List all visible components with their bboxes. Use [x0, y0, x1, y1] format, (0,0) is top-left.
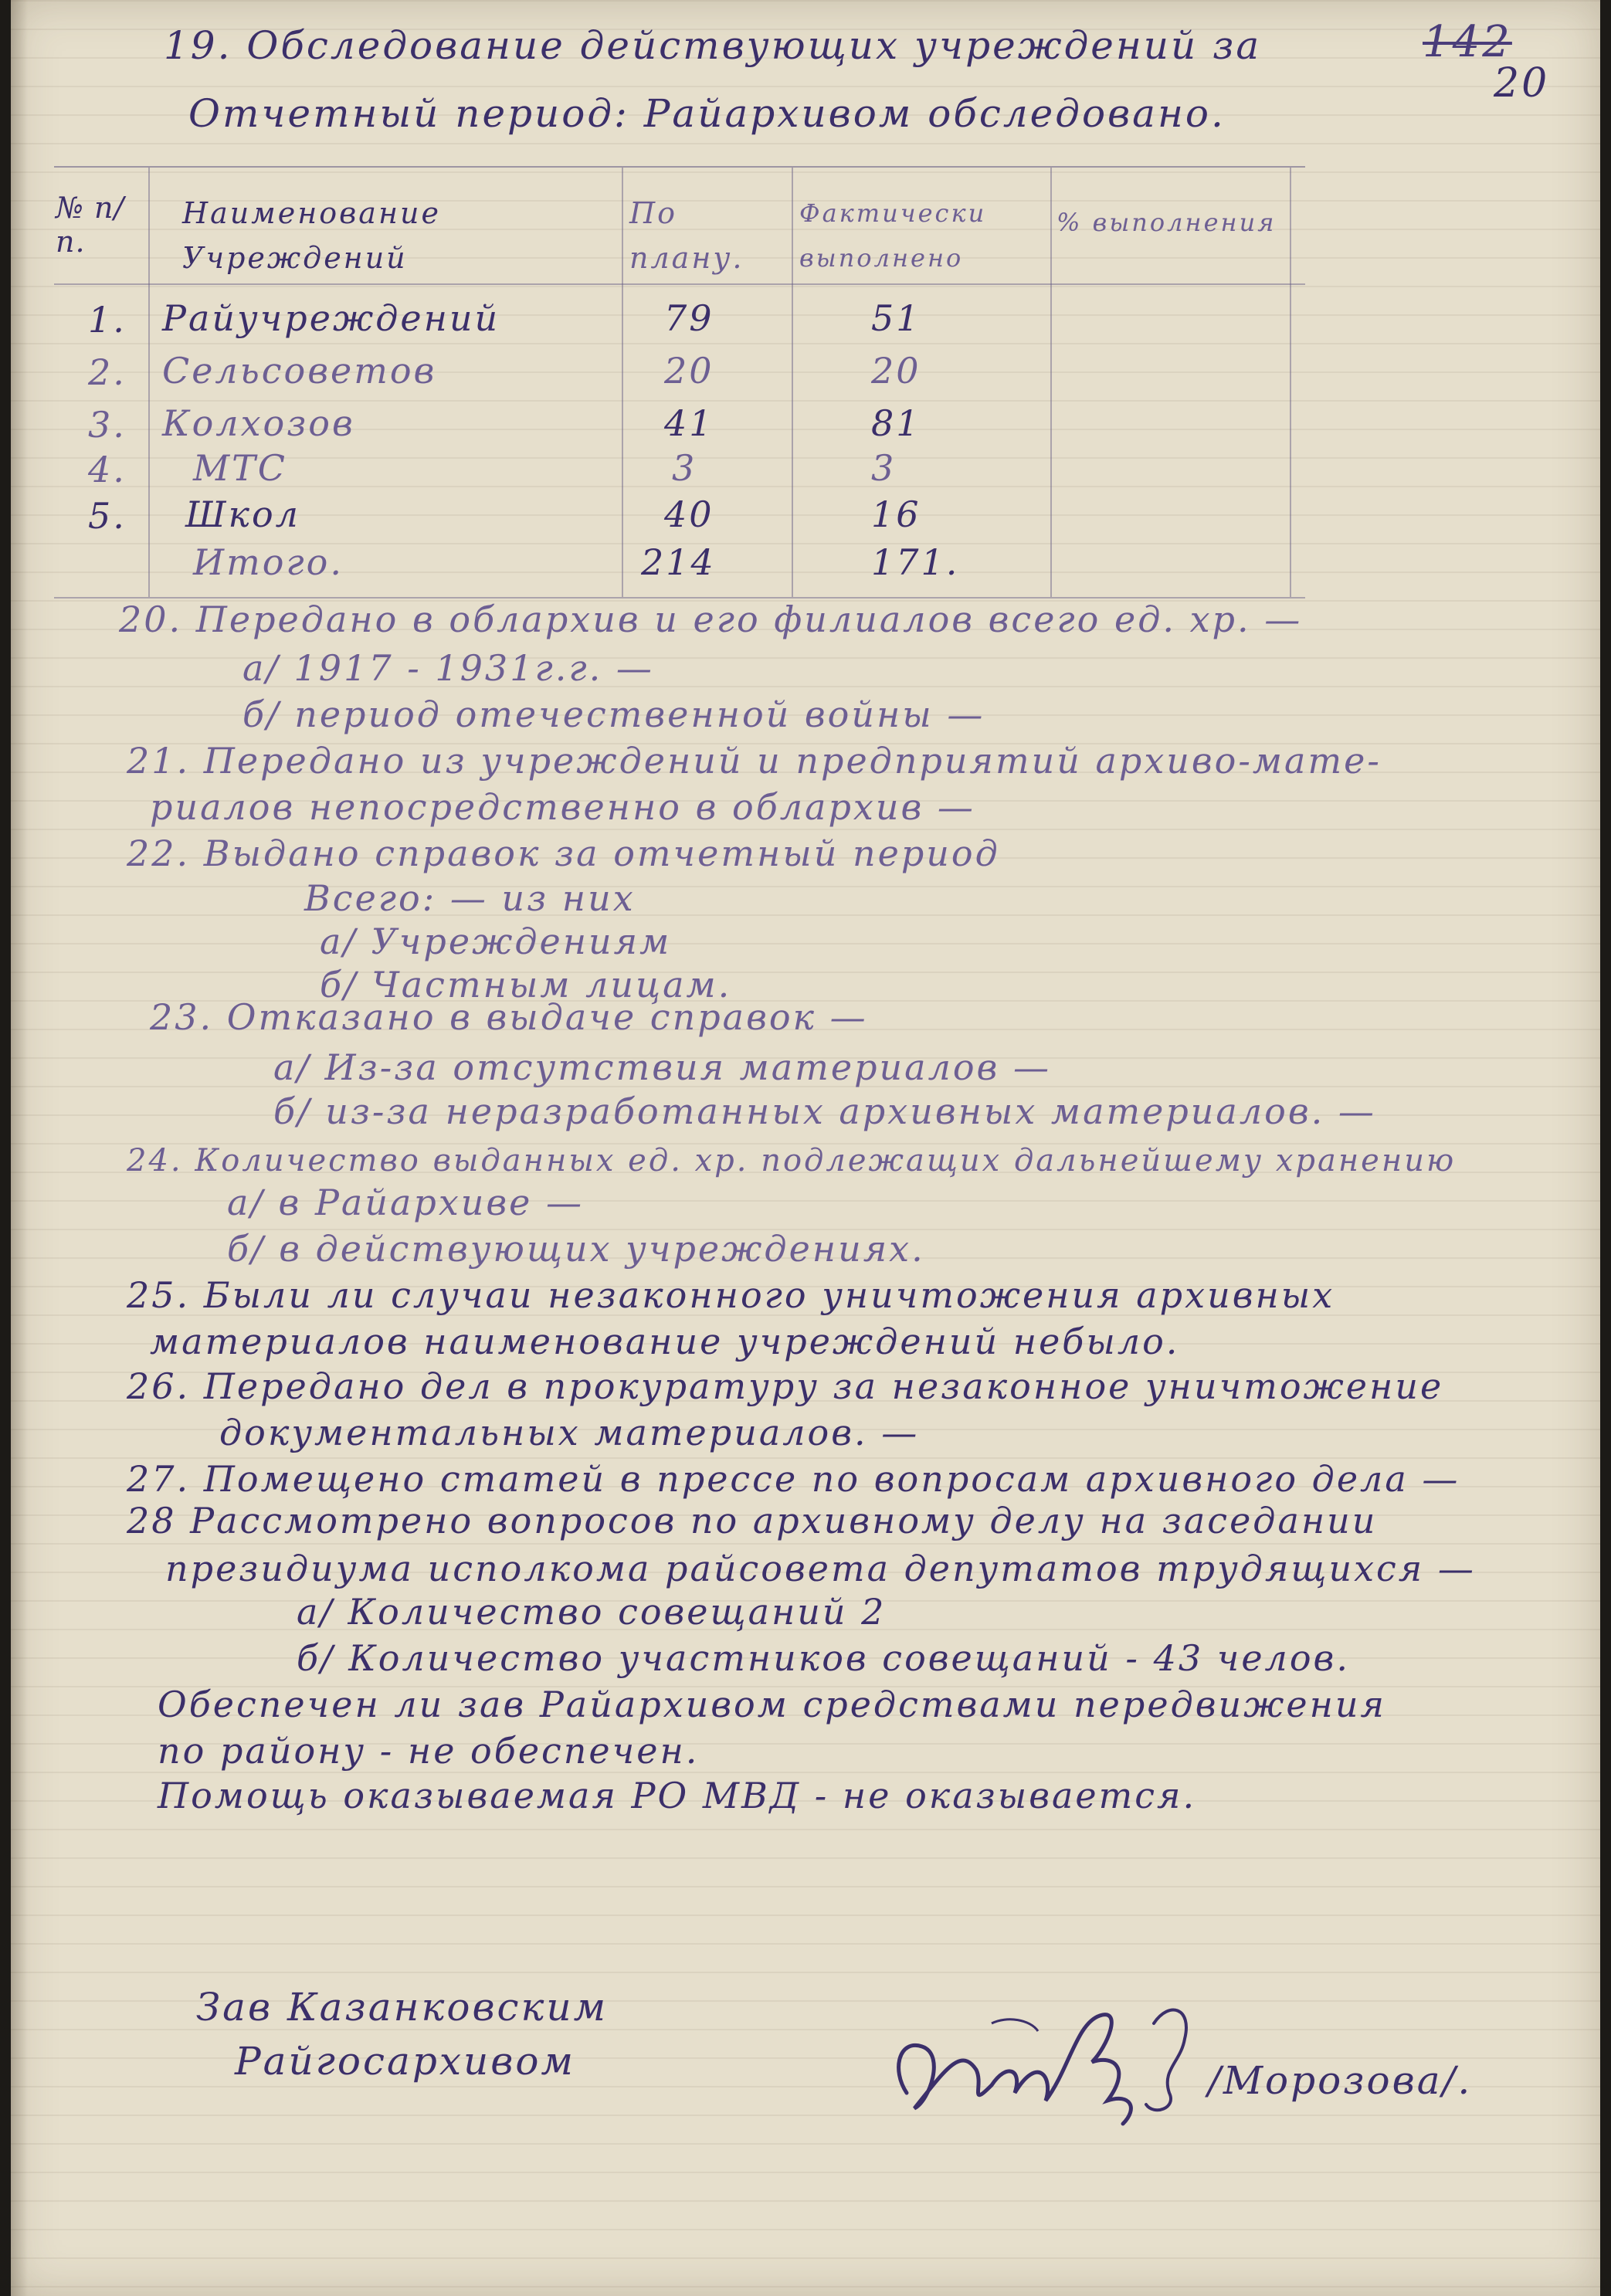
row-name: Школ: [185, 493, 300, 535]
signatory-title-line1: Зав Казанковским: [196, 1985, 609, 2030]
row-plan: 3: [672, 447, 697, 489]
transport-question: Обеспечен ли зав Райархивом средствами передвижения: [158, 1684, 1387, 1725]
row-actual: 16: [871, 493, 921, 535]
table-column-divider: [622, 168, 623, 597]
item-25-line1: 25. Были ли случаи незаконного уничтожения архивных: [127, 1274, 1335, 1316]
item-22-total: Всего: — из них: [304, 877, 636, 919]
item-28-line2: президиума исполкома райсовета депутатов трудящихся —: [165, 1548, 1476, 1589]
item-22: 22. Выдано справок за отчетный период: [127, 833, 1000, 874]
item-20a: а/ 1917 - 1931г.г. —: [242, 647, 654, 689]
row-number: 4.: [88, 449, 127, 490]
table-column-divider: [792, 168, 793, 597]
row-number: 5.: [88, 495, 127, 537]
row-number: 1.: [88, 299, 127, 341]
page-edge-shadow: [11, 0, 28, 2296]
item-24a: а/ в Райархиве —: [227, 1182, 584, 1223]
row-plan-total: 214: [641, 541, 716, 583]
item-23a: а/ Из-за отсутствия материалов —: [273, 1046, 1051, 1088]
item-26-line2: документальных материалов. —: [219, 1412, 920, 1453]
item-25-line2: материалов наименование учреждений небыло.: [150, 1321, 1180, 1362]
item-22b: б/ Частным лицам.: [320, 964, 732, 1006]
column-header-name: Наименование Учреждений: [182, 196, 441, 275]
transport-answer: по району - не обеспечен.: [158, 1730, 700, 1772]
table-column-divider: [148, 168, 150, 597]
table-column-divider: [1290, 168, 1291, 597]
row-actual: 3: [871, 447, 897, 489]
column-header-number: № п/п.: [56, 191, 125, 259]
survey-table: [54, 166, 1305, 599]
row-actual: 20: [871, 350, 921, 392]
row-plan: 40: [664, 493, 714, 535]
sheet-number: 20: [1494, 60, 1550, 107]
item-22a: а/ Учреждениям: [320, 921, 672, 962]
row-number: 2.: [88, 351, 127, 393]
signatory-name: /Морозова/.: [1208, 2058, 1473, 2103]
item-24: 24. Количество выданных ед. хр. подлежащих дальнейшему хранению: [127, 1143, 1457, 1179]
item-26-line1: 26. Передано дел в прокуратуру за незаконное уничтожение: [127, 1365, 1444, 1407]
heading-line-2: Отчетный период: Райархивом обследовано.: [188, 91, 1226, 136]
table-header-divider: [54, 283, 1305, 285]
mvd-assistance: Помощь оказываемая РО МВД - не оказывается.: [158, 1775, 1197, 1816]
row-number: 3.: [88, 404, 127, 446]
item-20: 20. Передано в облархив и его филиалов всего ед. хр. —: [119, 599, 1303, 640]
heading-line-1: 19. Обследование действующих учреждений за: [164, 23, 1262, 68]
item-23b: б/ из-за неразработанных архивных материалов. —: [273, 1090, 1376, 1132]
table-column-divider: [1050, 168, 1052, 597]
row-actual: 81: [871, 402, 921, 444]
row-name: Сельсоветов: [162, 350, 437, 392]
row-plan: 41: [664, 402, 714, 444]
column-header-plan: По плану.: [629, 196, 744, 275]
document-page: [11, 0, 1600, 2296]
row-plan: 79: [664, 297, 714, 339]
item-20b: б/ период отечественной войны —: [242, 694, 985, 735]
item-21-line1: 21. Передано из учреждений и предприятий архиво-мате-: [127, 740, 1382, 782]
row-actual: 51: [871, 297, 921, 339]
item-28a: а/ Количество совещаний 2: [297, 1591, 887, 1633]
row-name: Колхозов: [162, 402, 355, 444]
item-27: 27. Помещено статей в прессе по вопросам архивного дела —: [127, 1458, 1460, 1500]
item-24b: б/ в действующих учреждениях.: [227, 1228, 925, 1270]
item-28b: б/ Количество участников совещаний - 43 челов.: [297, 1637, 1350, 1679]
row-name: Райучреждений: [162, 297, 500, 339]
column-header-percent: % выполнения: [1056, 208, 1277, 237]
handwritten-signature: [876, 1977, 1231, 2147]
column-header-actual: Фактически выполнено: [799, 198, 987, 273]
item-28-line1: 28 Рассмотрено вопросов по архивному делу на заседании: [127, 1500, 1378, 1541]
row-name: МТС: [193, 447, 287, 489]
signatory-title-line2: Райгосархивом: [235, 2039, 575, 2084]
row-actual-total: 171.: [871, 541, 960, 583]
row-plan: 20: [664, 350, 714, 392]
row-name-total: Итого.: [193, 541, 344, 583]
item-23: 23. Отказано в выдаче справок —: [150, 996, 868, 1038]
old-sheet-number: 142: [1423, 17, 1512, 67]
item-21-line2: риалов непосредственно в облархив —: [150, 786, 975, 828]
